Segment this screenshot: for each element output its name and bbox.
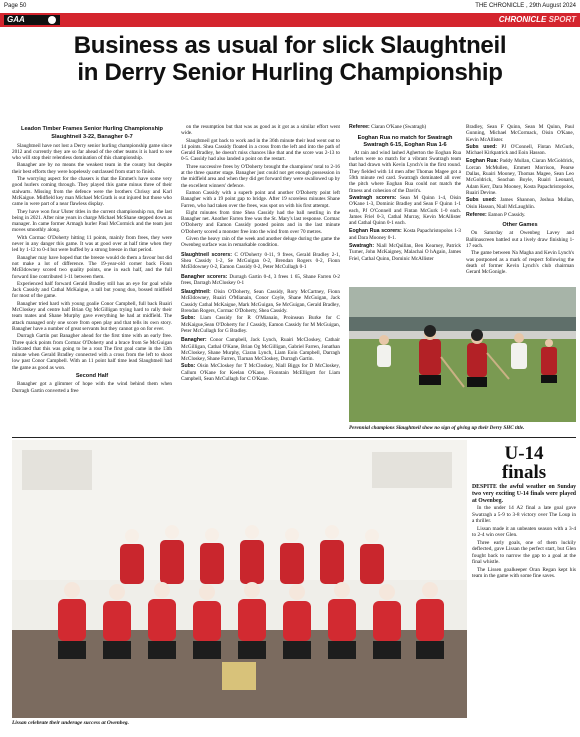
banagher-subs: Subs: Oisin McCloskey for T McCloskey, Niall Biggs for D McCloskey, Callum O'Kane for Keelan O'Kane, Fionntain McElligott for Liam Campbell, Sean McCullagh for C O'Kane. [181, 363, 340, 382]
second-half-heading: Second Half [75, 372, 109, 379]
article-paragraph: Durragh Gartin put Banagher ahead for the first time with an early free. Three quick points from Cormac O'Doherty and a brace from Se McGuigan indicated that this was going to be a rout The first goal came in the 13th minute when Gerald Bradley connected with a cross from the left to shoot low past Conor Campbell. With an 11 point half time lead Slaughtneil had the game as good as won. [12, 333, 172, 371]
article-paragraph: On Saturday at Owenbeg Lavey and Ballinascreen battled out a lively draw finishing 1-17 each. [466, 230, 574, 250]
article-paragraph: Banagher are by no means the weakest team in the county but despite their best efforts they were hopelessly outclassed from start to finish. [12, 162, 172, 175]
article-paragraph: Bradley, Sean F Quinn, Sean M Quinn, Paul Gunning, Michael McCormack, Oisin O'Kane, Kevin McAllister. [466, 124, 574, 143]
article-paragraph: Given the heavy rain of the week and another deluge during the game the Owenbeg surface was in remarkable condition. [181, 236, 340, 249]
article-paragraph: The game between Na Magha and Kevin Lynch's was postponed as a mark of respect following the death of former Kevin Lynch's club chairman Gerard McGonigle. [466, 250, 574, 276]
article-paragraph: Lissan made it an unbeaten season with a 3-4 to 2-4 win over Glen. [472, 525, 576, 539]
eoghan-rua-scorers: Eoghan Rua scorers: Kosta Papachristopolos 1-3 and Dara Mooney 0-1. [349, 228, 461, 241]
article-paragraph: The worrying aspect for the chasers is that the Emmet's have some very good hurlers coming through. They played this game minus three of their stalwarts. Missing from the defence were the brothers Chrissy and Karl McKaigue. Midfield key man Michael McGrath is out injured but those who came in were part of a near flawless display. [12, 176, 172, 208]
sliotar-icon [48, 16, 56, 24]
article-paragraph: At rain and wind lashed Agherton the Eoghan Rua hurlers were no match for a vibrant Swatragh team that had drawn with Kevin Lynch's in the first round. They fielded with 14 men after Thomas Magee got a 59th minute red card. Swatragh dominated all over the pitch where Eoghan Rua could not match the fitness and cohesion of the Davit's. [349, 149, 461, 194]
section-banner [0, 13, 580, 27]
article-paragraph: Eight minutes from time Shea Cassidy had the ball nestling in the Banagher net. Another Farren free was the St. Mary's last response. Cormac O'Doherty and Eamon Cassidy posted points and in the last minute O'Doherty scored a monster free into the wind from over 70 metres. [181, 209, 340, 235]
article-paragraph: The Lissen goalkeeper Oran Regan kept his team in the game with some fine saves. [472, 566, 576, 580]
team-photo [12, 440, 467, 718]
article-paragraph: Eamon Cassidy with a superb point and another O'Doherty point left Banagher with a 19 point gap to bridge. After 19 scoreless minutes Shane Farren, who had taken over the frees, was spot on with his first attempt. [181, 189, 340, 209]
u14-lead: DESPITE the awful weather on Sunday two very exciting U-14 finals were played at Owenbeg. [472, 484, 576, 504]
article-paragraph: Slaughtneil have not lost a Derry senior hurling championship game since 2012 and currently they are so far ahead of the other teams it is hard to see who will stop their relentless domination of this championship. [12, 142, 172, 162]
match-photo-illustration [349, 287, 576, 422]
slaughtneil-team: Slaughtneil: Oisin O'Doherty, Sean Cassidy, Rory McCartney, Fionn McEldowney, Ruairi O'Mianain, Conor Coyle, Shane McGuigan, Jack Cassidy Cathal McKaigue, Mark McGuigan, Se McGuigan, Gerald Bradley, Brendan Rogers, Cormac O'Doherty, Shea Cassidy. [181, 289, 340, 315]
referee-line: Referee: Ciaran O'Kane (Swatragh) [349, 124, 427, 130]
article-paragraph: Banagher may have hoped that the breeze would do them a favour but did not make a lot of difference. The 19-year-old corner back Fionn McEldowney scored two quality points, one in each half, and the full forward line contributed 1-11 between them. [12, 254, 172, 280]
match-photo-caption: Perennial champions Slaughtneil show no sign of giving up their Derry SHC title. [349, 425, 525, 431]
article-paragraph: Banagher got a glimmer of hope with the wind behind them when Durragh Gartin converted a free [12, 381, 172, 394]
swatragh-team: Swatragh: Niall McQuillan, Ben Kearney, Patrick Turner, John McKaigney, Malachai O hAgain, James Friel, Cathal Quinn, Dominic McAllister [349, 243, 461, 262]
page-number: Page 50 [4, 3, 27, 9]
article-paragraph: Three early goals, one of them luckily deflected, gave Lissan the perfect start, but Glen fought back to narrow the gap to a goal at the final whistle. [472, 539, 576, 566]
article-column-2 [181, 124, 340, 383]
eoghan-rua-subs: Subs used: James Shannon, Joshua Mullan, Oisin Hasson, Niall McLaughlin. [466, 197, 574, 210]
article-column-4 [466, 124, 574, 277]
article-paragraph: Banagher tried hard with young goalie Conor Campbell, full back Ruairi McCloskey and centre half Brian Og McGilligan trying hard to rally their team mates and Shane Murphy gave everything he had at midfield. The attack managed only one score from open play and that tells its own story. Banagher have a number of great servants but they cannot go on for ever. [12, 300, 172, 332]
article-paragraph: With Cormac O'Doherty hitting 11 points, mainly from frees, they were never in any danger this game. It was at good over at half time when they led by 1-12 to 0-4 but were buffed by a strong breeze in that period. [12, 234, 172, 254]
section-divider [12, 437, 576, 438]
u14-title: U-14 finals [501, 443, 547, 483]
article-paragraph: on the resumption but that was as good as it got as a similar effort went wide. [181, 124, 340, 137]
result-heading: Slaughtneil 3-22, Banagher 0-7 [51, 134, 133, 141]
article-paragraph: Slaughtneil got back to work and in the 36th minute their lead went out to 14 points. Shea Cassidy floated in a cross from the left and into the path of Gerald Bradley, he doesn't miss chances like that and the score was 2-13 to 0-5. Cassidy had also landed a point on the restart. [181, 137, 340, 163]
article-column-3 [349, 124, 461, 263]
slaughtneil-scorers: Slaughtneil scorers: C O'Doherty 0-11, 9 frees, Gerald Bradley 2-1, Shea Cassidy 1-2, Se McGuigan 0-2, Brendan Rogers 0-2, Fionn McEldowney 0-2, Eamon Cassidy 0-2, Peter McCullagh 0-1 [181, 251, 340, 271]
swatragh-heading: Eoghan Rua no match for Swatragh Swatragh 6-15, Eoghan Rua 1-6 [357, 135, 453, 148]
match-photo [349, 287, 576, 422]
competition-heading: Leadon Timber Frames Senior Hurling Championship [21, 126, 163, 132]
article-paragraph: Three successive frees by O'Doherty brought the champions' total to 2-16 at the three quarter stage. Banagher just could not get enough possession in the midfield area and when they did get forward they were swallowed up by the excellent winners' defence. [181, 163, 340, 189]
u14-article [472, 484, 576, 581]
banagher-team: Banagher: Conor Campbell, Jack Lynch, Ruairi McCloskey, Cathair McGilligan, Cathal O'Kane, Brian Og McGilligan, Gabriel Farren, Jonathan McCloskey, Shane Murphy, Ciaran Lynch, Liam Eoin Campbell, Darragh McCloskey, Shane Farren, Tiarnan McCloskey, Durragh Gartin. [181, 337, 340, 363]
article-column-1 [12, 124, 172, 395]
swatragh-scorers: Swatragh scorers: Sean M Quinn 1-4, Oisin O'Kane 1-3, Dominic Bradley and Sean F Quinn 1-1 each, PJ O'Connell and Fintan McGurk 1-0 each. James Friel 0-3, Cathal Murray, Kevin McAllister and Cathal Quinn 0-1 each. [349, 194, 461, 227]
banagher-scorers: Banagher scorers: Durragh Gartin 0-4, 3 frees 1 65, Shane Farren 0-2 frees, Darragh McCloskey 0-1 [181, 273, 340, 286]
chronicle-sport-logo: CHRONICLE SPORT [498, 15, 576, 24]
slaughtneil-subs: Subs: Liam Cassidy for R O'Mianain, Proinsean Burke for C McKaigue,Sean O'Doherty for J Cassidy, Eamon Cassidy for M McGuigan, Peter McCullagh for G Bradley. [181, 315, 340, 334]
article-paragraph: Experienced half forward Gerald Bradley still has an eye for goal while Jack Cassidy and Cathal McKaigue, a tall but young duo, bossed midfield for most of the game. [12, 280, 172, 300]
team-photo-caption: Lissan celebrate their underage success at Owenbeg. [12, 720, 129, 726]
other-games-heading: Other Games [502, 222, 538, 229]
page-title: Business as usual for slick Slaughtneil in Derry Senior Hurling Championship [73, 32, 507, 86]
article-paragraph: They have won four Ulster titles in the current championship run, the last being in 2021. After nine years in charge Michael McShane stepped down as manager. In came former Armagh hurler Paul McCormick and the team just moves smoothly along. [12, 208, 172, 234]
article-paragraph: In the under 14 A2 final a late goal gave Swatragh a 5-9 to 3-8 victory over The Loup in a thriller. [472, 505, 576, 525]
referee-line: Referee: Eamon P Cassidy. [466, 211, 526, 218]
paper-date-header: THE CHRONICLE , 29th August 2024 [475, 3, 576, 9]
page-header [0, 0, 580, 12]
eoghan-rua-team: Eoghan Rua: Paddy Mullan, Ciaran McGoldrick, Lorcan McMullen, Emmett Morrison, Pearse Dallas, Ruairi Mooney, Thomas Magee, Sean Leo McGoldrick, Seachan Boyle, Ruairi Leonard, Adam Kerr, Dara Mooney, Kosta Papachristopolos, Ruairi Devine. [466, 158, 574, 196]
gaa-logo: GAA [4, 15, 60, 25]
swatragh-subs: Subs used: PJ O'Connell, Fintan McGurk, Michael Kirkpatrick and Eoin Hasson. [466, 143, 574, 157]
team-photo-illustration [12, 440, 467, 718]
